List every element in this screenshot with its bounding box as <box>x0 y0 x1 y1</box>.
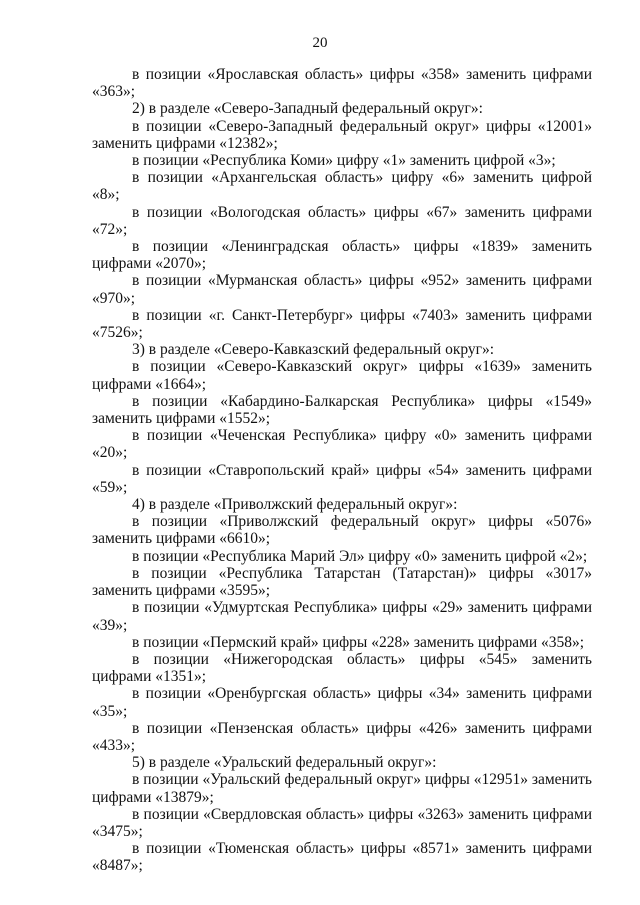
paragraph: в позиции «Республика Татарстан (Татарстан)» цифры «3017» заменить цифрами «3595»; <box>92 564 592 600</box>
section-heading-north-caucasus: 3) в разделе «Северо-Кавказский федеральный округ»: <box>132 341 495 359</box>
paragraph: в позиции «Оренбургская область» цифры «34» заменить цифрами «35»; <box>92 685 592 720</box>
paragraph: в позиции «Тюменская область» цифры «8571» заменить цифрами «8487»; <box>92 840 592 875</box>
paragraph: в позиции «Северо-Западный федеральный округ» цифры «12001» заменить цифрами «12382»; <box>92 117 592 152</box>
paragraph: в позиции «Приволжский федеральный округ» цифры «5076» заменить цифрами «6610»; <box>92 513 592 548</box>
paragraph: в позиции «Республика Марий Эл» цифру «0» заменить цифрой «2»; <box>132 547 588 565</box>
paragraph: в позиции «Кабардино-Балкарская Республика» цифры «1549» заменить цифрами «1552»; <box>92 392 592 428</box>
paragraph: в позиции «Чеченская Республика» цифру «0» заменить цифрами «20»; <box>92 427 592 462</box>
paragraph: в позиции «Ярославская область» цифры «358» заменить цифрами «363»; <box>92 66 592 101</box>
page-number: 20 <box>312 35 328 51</box>
paragraph: в позиции «Архангельская область» цифру «6» заменить цифрой «8»; <box>92 169 592 204</box>
paragraph: в позиции «Ленинградская область» цифры «1839» заменить цифрами «2070»; <box>92 238 592 273</box>
paragraph: в позиции «Уральский федеральный округ» цифры «12951» заменить цифрами «13879»; <box>92 771 592 806</box>
paragraph: в позиции «Северо-Кавказский округ» цифры «1639» заменить цифрами «1664»; <box>92 358 592 393</box>
paragraph: в позиции «Республика Коми» цифру «1» заменить цифрой «3»; <box>132 152 556 170</box>
section-heading-northwest: 2) в разделе «Северо-Западный федеральный округ»: <box>132 100 483 118</box>
paragraph: в позиции «Вологодская область» цифры «67» заменить цифрами «72»; <box>92 203 592 238</box>
paragraph: в позиции «Мурманская область» цифры «952» заменить цифрами «970»; <box>92 272 592 307</box>
document-body <box>92 66 592 875</box>
paragraph: в позиции «Пермский край» цифры «228» заменить цифрами «358»; <box>132 633 585 651</box>
paragraph: в позиции «г. Санкт-Петербург» цифры «7403» заменить цифрами «7526»; <box>92 306 592 342</box>
paragraph: в позиции «Нижегородская область» цифры «545» заменить цифрами «1351»; <box>92 650 592 686</box>
paragraph: в позиции «Пензенская область» цифры «426» заменить цифрами «433»; <box>92 719 592 754</box>
section-heading-volga: 4) в разделе «Приволжский федеральный округ»: <box>132 496 458 514</box>
section-heading-ural: 5) в разделе «Уральский федеральный округ»: <box>132 754 437 772</box>
paragraph: в позиции «Свердловская область» цифры «3263» заменить цифрами «3475»; <box>92 805 592 840</box>
paragraph: в позиции «Удмуртская Республика» цифры «29» заменить цифрами «39»; <box>92 599 592 634</box>
paragraph: в позиции «Ставропольский край» цифры «54» заменить цифрами «59»; <box>92 461 592 496</box>
